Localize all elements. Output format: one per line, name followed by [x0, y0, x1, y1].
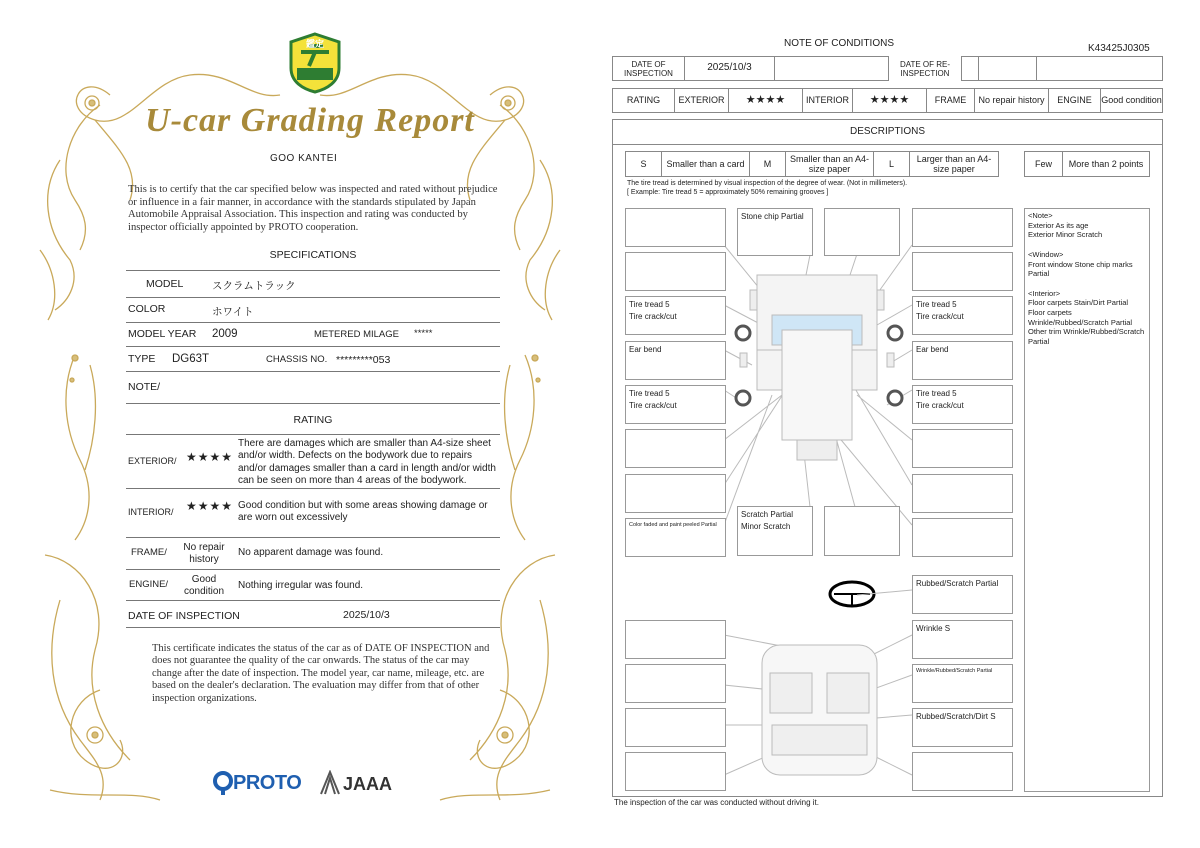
legend-l: L: [874, 152, 910, 176]
engine-value: Good condition: [183, 574, 225, 598]
frame-label: FRAME: [927, 89, 975, 112]
damage-box: [912, 208, 1013, 247]
divider: [126, 403, 500, 404]
size-legend: [625, 151, 999, 177]
damage-box: [625, 429, 726, 468]
mileage-label: METERED MILAGE: [314, 329, 399, 340]
damage-box: [824, 506, 900, 556]
exterior-description: There are damages which are smaller than A4-size sheet and/or width. Defects on the bodywork due to repairs and/or damages smaller than a card in length and/or width can be seen on more than 4 areas of the bodywork.: [238, 438, 496, 486]
interior-stars: ★★★★: [186, 499, 234, 513]
frame-label: FRAME/: [131, 547, 167, 558]
mileage-value: *****: [414, 328, 433, 339]
footer-disclaimer: This certificate indicates the status of the car as of DATE OF INSPECTION and does not guarantee the quality of the car onwards. The status of the car may change after the date of inspection. The model year, car name, mileage, etc. are based on the dealer's declaration. The evaluation may differ from that of other inspection organizations.: [152, 643, 490, 704]
color-value: ホワイト: [212, 306, 254, 318]
ear-right-box: Ear bend: [912, 341, 1013, 380]
chassis-value: *********053: [336, 354, 391, 366]
type-label: TYPE: [128, 353, 156, 365]
exterior-label: EXTERIOR: [675, 89, 729, 112]
reinspection-label: DATE OF RE-INSPECTION: [888, 56, 962, 81]
legend-m: M: [750, 152, 786, 176]
report-id: K43425J0305: [1088, 43, 1150, 54]
damage-box: [912, 252, 1013, 291]
scratch-box: Scratch Partial Minor Scratch: [737, 506, 813, 556]
damage-box: [625, 620, 726, 659]
interior-label: INTERIOR: [803, 89, 853, 112]
rating-heading: RATING: [293, 414, 333, 426]
proto-logo-text: PROTO: [233, 772, 302, 794]
org-name: GOO KANTEI: [270, 153, 338, 164]
engine-description: Nothing irregular was found.: [238, 580, 364, 591]
damage-box: [912, 518, 1013, 557]
legend-few-desc: More than 2 points: [1068, 158, 1144, 169]
damage-box: [625, 752, 726, 791]
rating-label: RATING: [613, 89, 675, 112]
certification-text: This is to certify that the car specified below was inspected and rated without prejudice or influence in a fair manner, in accordance with the standards stipulated by Japan Automobile Appraisal Association. This inspection and rating was conducted by inspector officially appointed by PROTO cooperation.: [128, 184, 498, 233]
conditions-footer: The inspection of the car was conducted without driving it.: [614, 798, 819, 807]
divider: [126, 537, 500, 538]
model-year-value: 2009: [212, 328, 238, 340]
divider: [126, 600, 500, 601]
tire-note-1: The tire tread is determined by visual inspection of the degree of wear. (Not in millimeters).: [627, 180, 908, 187]
damage-box: [625, 208, 726, 247]
jaaa-logo-text: JAAA: [343, 774, 393, 794]
legend-few: Few: [1025, 152, 1063, 176]
note-label: NOTE/: [128, 381, 161, 393]
date-of-inspection-label: DATE OF INSPECTION: [128, 610, 240, 622]
jaaa-logo-icon: [319, 770, 341, 796]
date-value: 2025/10/3: [685, 57, 775, 80]
color-faded-box: Color faded and paint peeled Partial: [625, 518, 726, 557]
exterior-label: EXTERIOR/: [128, 456, 177, 466]
divider: [126, 488, 500, 489]
engine-label: ENGINE: [1049, 89, 1101, 112]
ear-left-box: Ear bend: [625, 341, 726, 380]
rubbed-scratch-box: Rubbed/Scratch Partial: [912, 575, 1013, 614]
exterior-stars: ★★★★: [729, 89, 803, 112]
interior-description: Good condition but with some areas showing damage or are worn out excessively: [238, 500, 488, 524]
exterior-stars: ★★★★: [186, 450, 234, 464]
stone-chip-box: Stone chip Partial: [737, 208, 813, 256]
damage-box: [912, 752, 1013, 791]
interior-label: INTERIOR/: [128, 507, 174, 517]
proto-logo-icon: [213, 770, 233, 796]
descriptions-heading: DESCRIPTIONS: [612, 119, 1163, 145]
engine-value: Good condition: [1101, 95, 1162, 106]
chassis-label: CHASSIS NO.: [266, 354, 328, 365]
model-label: MODEL: [146, 278, 184, 290]
divider: [126, 297, 500, 298]
engine-label: ENGINE/: [129, 579, 169, 590]
specifications-heading: SPECIFICATIONS: [269, 249, 357, 261]
type-value: DG63T: [172, 353, 210, 365]
legend-s-desc: Smaller than a card: [662, 152, 750, 176]
tire-right-rear-box: Tire tread 5 Tire crack/cut: [912, 385, 1013, 424]
damage-box: [625, 708, 726, 747]
damage-box: [912, 429, 1013, 468]
divider: [126, 322, 500, 323]
wrinkle-rubbed-box: Wrinkle/Rubbed/Scratch Partial: [912, 664, 1013, 703]
frame-value: No repair history: [975, 89, 1049, 112]
model-value: スクラムトラック: [212, 280, 296, 292]
badge-text: 鑑定: [305, 39, 324, 49]
tire-right-front-box: Tire tread 5 Tire crack/cut: [912, 296, 1013, 335]
divider: [126, 346, 500, 347]
legend-l-desc: Larger than an A4-size paper: [916, 153, 992, 174]
rubbed-dirt-box: Rubbed/Scratch/Dirt S: [912, 708, 1013, 747]
report-title: U-car Grading Report: [145, 102, 475, 139]
few-legend: [1024, 151, 1150, 177]
wrinkle-box: Wrinkle S: [912, 620, 1013, 659]
divider: [126, 434, 500, 435]
divider: [126, 627, 500, 628]
legend-s: S: [626, 152, 662, 176]
conditions-title: NOTE OF CONDITIONS: [784, 38, 894, 49]
interior-stars: ★★★★: [853, 89, 927, 112]
empty-cell: [775, 57, 893, 80]
model-year-label: MODEL YEAR: [128, 328, 197, 340]
damage-box: [625, 252, 726, 291]
damage-box: [824, 208, 900, 256]
divider: [126, 569, 500, 570]
damage-box: [625, 664, 726, 703]
damage-box: [912, 474, 1013, 513]
frame-description: No apparent damage was found.: [238, 547, 384, 558]
notes-box: <Note> Exterior As its age Exterior Minor Scratch <Window> Front window Stone chip marks Partial <Interior> Floor carpets Stain/Dirt Partial Floor carpets Wrinkle/Rubbed/Scratch Partial Other trim Wrinkle/Rubbed/Scratch Partial: [1024, 208, 1150, 792]
color-label: COLOR: [128, 303, 166, 315]
date-label: DATE OF INSPECTION: [613, 57, 685, 80]
tire-note-2: [ Example: Tire tread 5 = approximately 50% remaining grooves ]: [627, 189, 829, 196]
date-of-inspection-value: 2025/10/3: [343, 609, 390, 621]
damage-box: [625, 474, 726, 513]
divider: [126, 371, 500, 372]
tire-left-rear-box: Tire tread 5 Tire crack/cut: [625, 385, 726, 424]
legend-m-desc: Smaller than an A4-size paper: [786, 152, 874, 176]
frame-value: No repair history: [183, 542, 225, 566]
column-divider: [1036, 56, 1037, 81]
tire-left-front-box: Tire tread 5 Tire crack/cut: [625, 296, 726, 335]
rating-row: [612, 88, 1163, 113]
divider: [126, 270, 500, 271]
